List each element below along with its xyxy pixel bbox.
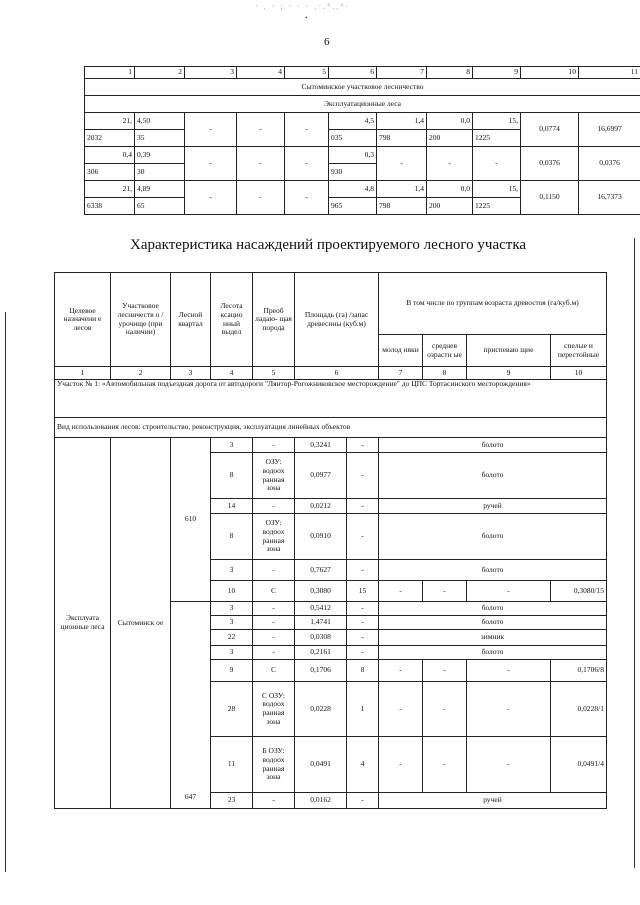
area-cell: 0,0162 <box>295 793 347 809</box>
area-cell: 0,3241 <box>295 438 347 453</box>
usage-type: Вид использования лесов: строительство, реконструкция, эксплуатация линейных объектов <box>55 418 607 438</box>
stock-cell: - <box>347 560 379 581</box>
page-number: 6 <box>324 36 330 48</box>
forestry-header: Сытоминское участковое лесничество <box>85 79 640 96</box>
scan-edge-left <box>5 312 6 872</box>
stands-table <box>54 272 607 809</box>
col-number: 8 <box>427 67 473 79</box>
species-cell: - <box>253 560 295 581</box>
cell: 0,1150 <box>521 181 579 215</box>
cell: 4,89 <box>135 181 185 198</box>
cell: 035 <box>329 130 377 147</box>
cell: 65 <box>135 198 185 215</box>
species-cell: - <box>253 438 295 453</box>
stock-cell: 8 <box>347 660 379 682</box>
stock-cell: - <box>347 646 379 660</box>
header-mature: спелые и перестойные <box>551 335 607 367</box>
vydel-cell: 8 <box>211 514 253 560</box>
cell: 1225 <box>473 130 521 147</box>
middle-cell: - <box>423 660 467 682</box>
young-cell: - <box>379 660 423 682</box>
cell: - <box>185 113 237 147</box>
young-cell: - <box>379 581 423 602</box>
header-forestry: Участковое лесничеств о /урочище (при наличии) <box>111 273 171 367</box>
vydel-cell: 8 <box>211 453 253 499</box>
cell: - <box>237 181 285 215</box>
mature-cell: 0,0491/4 <box>551 737 607 793</box>
col-number: 6 <box>329 67 377 79</box>
cell: 4,50 <box>135 113 185 130</box>
stock-cell: - <box>347 793 379 809</box>
area-cell: 0,3080 <box>295 581 347 602</box>
cell: 21, <box>85 181 135 198</box>
area-cell: 0,0491 <box>295 737 347 793</box>
cell: - <box>285 147 329 181</box>
area-cell: 0,0308 <box>295 630 347 646</box>
vydel-cell: 3 <box>211 616 253 630</box>
col-number: 9 <box>467 367 551 380</box>
col-number: 10 <box>551 367 607 380</box>
premature-cell: - <box>467 581 551 602</box>
col-number: 7 <box>379 367 423 380</box>
col-number: 7 <box>377 67 427 79</box>
area-cell: 0,0910 <box>295 514 347 560</box>
col-number: 4 <box>237 67 285 79</box>
cell: 0,0774 <box>521 113 579 147</box>
cell: 35 <box>135 130 185 147</box>
stock-cell: - <box>347 499 379 514</box>
cell: - <box>377 147 427 181</box>
mature-cell: 0,0228/1 <box>551 682 607 737</box>
col-number: 5 <box>285 67 329 79</box>
species-cell: С <box>253 581 295 602</box>
premature-cell: - <box>467 682 551 737</box>
header-age-groups: В том числе по группам возраста древостоя (га/куб.м) <box>379 273 607 335</box>
species-cell: С ОЗУ: водоох ранная зона <box>253 682 295 737</box>
cell: 306 <box>85 164 135 181</box>
premature-cell: - <box>467 660 551 682</box>
purpose-cell: Эксплуата ционные леса <box>55 438 111 809</box>
species-cell: - <box>253 616 295 630</box>
vydel-cell: 9 <box>211 660 253 682</box>
stock-cell: - <box>347 438 379 453</box>
vydel-cell: 11 <box>211 737 253 793</box>
cell: 965 <box>329 198 377 215</box>
note-cell: зимник <box>379 630 607 646</box>
stock-cell: - <box>347 630 379 646</box>
vydel-cell: 23 <box>211 793 253 809</box>
scan-noise: · . · ; · · · .·.°..°· <box>255 2 351 11</box>
cell: 0,4 <box>85 147 135 164</box>
header-young: молод няки <box>379 335 423 367</box>
cell: 200 <box>427 130 473 147</box>
species-cell: - <box>253 499 295 514</box>
cell: 6338 <box>85 198 135 215</box>
cell: 0,0376 <box>521 147 579 181</box>
header-middle: среднев озрастн ые <box>423 335 467 367</box>
cell: 0,3 <box>329 147 377 164</box>
middle-cell: - <box>423 737 467 793</box>
note-cell: болото <box>379 602 607 616</box>
species-cell: С <box>253 660 295 682</box>
note-cell: болото <box>379 560 607 581</box>
premature-cell: - <box>467 737 551 793</box>
scan-edge-right <box>634 238 635 868</box>
header-vydel: Лесота ксацио нный выдел <box>211 273 253 367</box>
area-cell: 0,2161 <box>295 646 347 660</box>
category-header: Эксплуатационные леса <box>85 96 640 113</box>
header-quarter: Лесной квартал <box>171 273 211 367</box>
area-cell: 0,5412 <box>295 602 347 616</box>
plot-info: Участок № 1: «Автомобильная подъездная дорога от автодороги "Лянтор-Рогожниковское месторождение" до ЦПС Тортасинского месторождения» <box>55 380 607 418</box>
cell: 0,0376 <box>579 147 640 181</box>
cell: 16,6997 <box>579 113 640 147</box>
mature-cell: 0,3080/15 <box>551 581 607 602</box>
cell: - <box>185 147 237 181</box>
section-title: Характеристика насаждений проектируемого лесного участка <box>130 237 527 253</box>
note-cell: ручей <box>379 793 607 809</box>
cell: 1,4 <box>377 181 427 198</box>
area-cell: 0,7627 <box>295 560 347 581</box>
note-cell: болото <box>379 438 607 453</box>
header-premature: приспеваю щие <box>467 335 551 367</box>
cell: 798 <box>377 198 427 215</box>
cell: - <box>237 147 285 181</box>
cell: 0,39 <box>135 147 185 164</box>
cell: - <box>473 147 521 181</box>
species-cell: ОЗУ: водоох ранная зона <box>253 514 295 560</box>
cell: - <box>285 113 329 147</box>
col-number: 2 <box>111 367 171 380</box>
area-cell: 1,4741 <box>295 616 347 630</box>
cell: 200 <box>427 198 473 215</box>
col-number: 1 <box>55 367 111 380</box>
vydel-cell: 10 <box>211 581 253 602</box>
stock-cell: - <box>347 616 379 630</box>
cell: 1225 <box>473 198 521 215</box>
col-number: 4 <box>211 367 253 380</box>
quarter-cell: 610 <box>171 438 211 602</box>
cell: 16,7373 <box>579 181 640 215</box>
stock-cell: - <box>347 514 379 560</box>
cell: 1,4 <box>377 113 427 130</box>
species-cell: - <box>253 646 295 660</box>
note-cell: болото <box>379 514 607 560</box>
vydel-cell: 14 <box>211 499 253 514</box>
col-number: 5 <box>253 367 295 380</box>
species-cell: Б ОЗУ: водоох ранная зона <box>253 737 295 793</box>
species-cell: - <box>253 793 295 809</box>
vydel-cell: 28 <box>211 682 253 737</box>
quarter-cell: 647 <box>171 602 211 809</box>
note-cell: ручей <box>379 499 607 514</box>
col-number: 8 <box>423 367 467 380</box>
species-cell: - <box>253 602 295 616</box>
cell: 15, <box>473 181 521 198</box>
area-cell: 0,0228 <box>295 682 347 737</box>
mature-cell: 0,1706/8 <box>551 660 607 682</box>
cell: - <box>427 147 473 181</box>
area-cell: 0,0212 <box>295 499 347 514</box>
cell: 2032 <box>85 130 135 147</box>
cell: 0,0 <box>427 181 473 198</box>
cell: 930 <box>329 164 377 181</box>
area-cell: 0,1706 <box>295 660 347 682</box>
col-number: 2 <box>135 67 185 79</box>
continuation-table <box>84 66 640 215</box>
cell: 21, <box>85 113 135 130</box>
stock-cell: - <box>347 602 379 616</box>
young-cell: - <box>379 737 423 793</box>
col-number: 3 <box>185 67 237 79</box>
vydel-cell: 3 <box>211 646 253 660</box>
vydel-cell: 3 <box>211 438 253 453</box>
col-number: 9 <box>473 67 521 79</box>
vydel-cell: 3 <box>211 602 253 616</box>
cell: 30 <box>135 164 185 181</box>
stock-cell: 15 <box>347 581 379 602</box>
header-purpose: Целевое назначени е лесов <box>55 273 111 367</box>
col-number: 10 <box>521 67 579 79</box>
middle-cell: - <box>423 581 467 602</box>
scan-mark: • <box>305 14 308 22</box>
cell: 15, <box>473 113 521 130</box>
cell: - <box>237 113 285 147</box>
header-species: Преоб ладаю- щая порода <box>253 273 295 367</box>
forestry-cell: Сытоминск ое <box>111 438 171 809</box>
stock-cell: 4 <box>347 737 379 793</box>
young-cell: - <box>379 682 423 737</box>
cell: - <box>285 181 329 215</box>
vydel-cell: 22 <box>211 630 253 646</box>
middle-cell: - <box>423 682 467 737</box>
col-number: 3 <box>171 367 211 380</box>
col-number: 11 <box>579 67 640 79</box>
cell: 4,5 <box>329 113 377 130</box>
vydel-cell: 3 <box>211 560 253 581</box>
header-area: Площадь (га) /запас древесины (куб.м) <box>295 273 379 367</box>
cell: 4,8 <box>329 181 377 198</box>
species-cell: ОЗУ: водоох ранная зона <box>253 453 295 499</box>
note-cell: болото <box>379 646 607 660</box>
note-cell: болото <box>379 453 607 499</box>
note-cell: болото <box>379 616 607 630</box>
cell: 798 <box>377 130 427 147</box>
cell: - <box>185 181 237 215</box>
col-number: 1 <box>85 67 135 79</box>
stock-cell: 1 <box>347 682 379 737</box>
stock-cell: - <box>347 453 379 499</box>
cell: 0,0 <box>427 113 473 130</box>
col-number: 6 <box>295 367 379 380</box>
area-cell: 0,0977 <box>295 453 347 499</box>
species-cell: - <box>253 630 295 646</box>
